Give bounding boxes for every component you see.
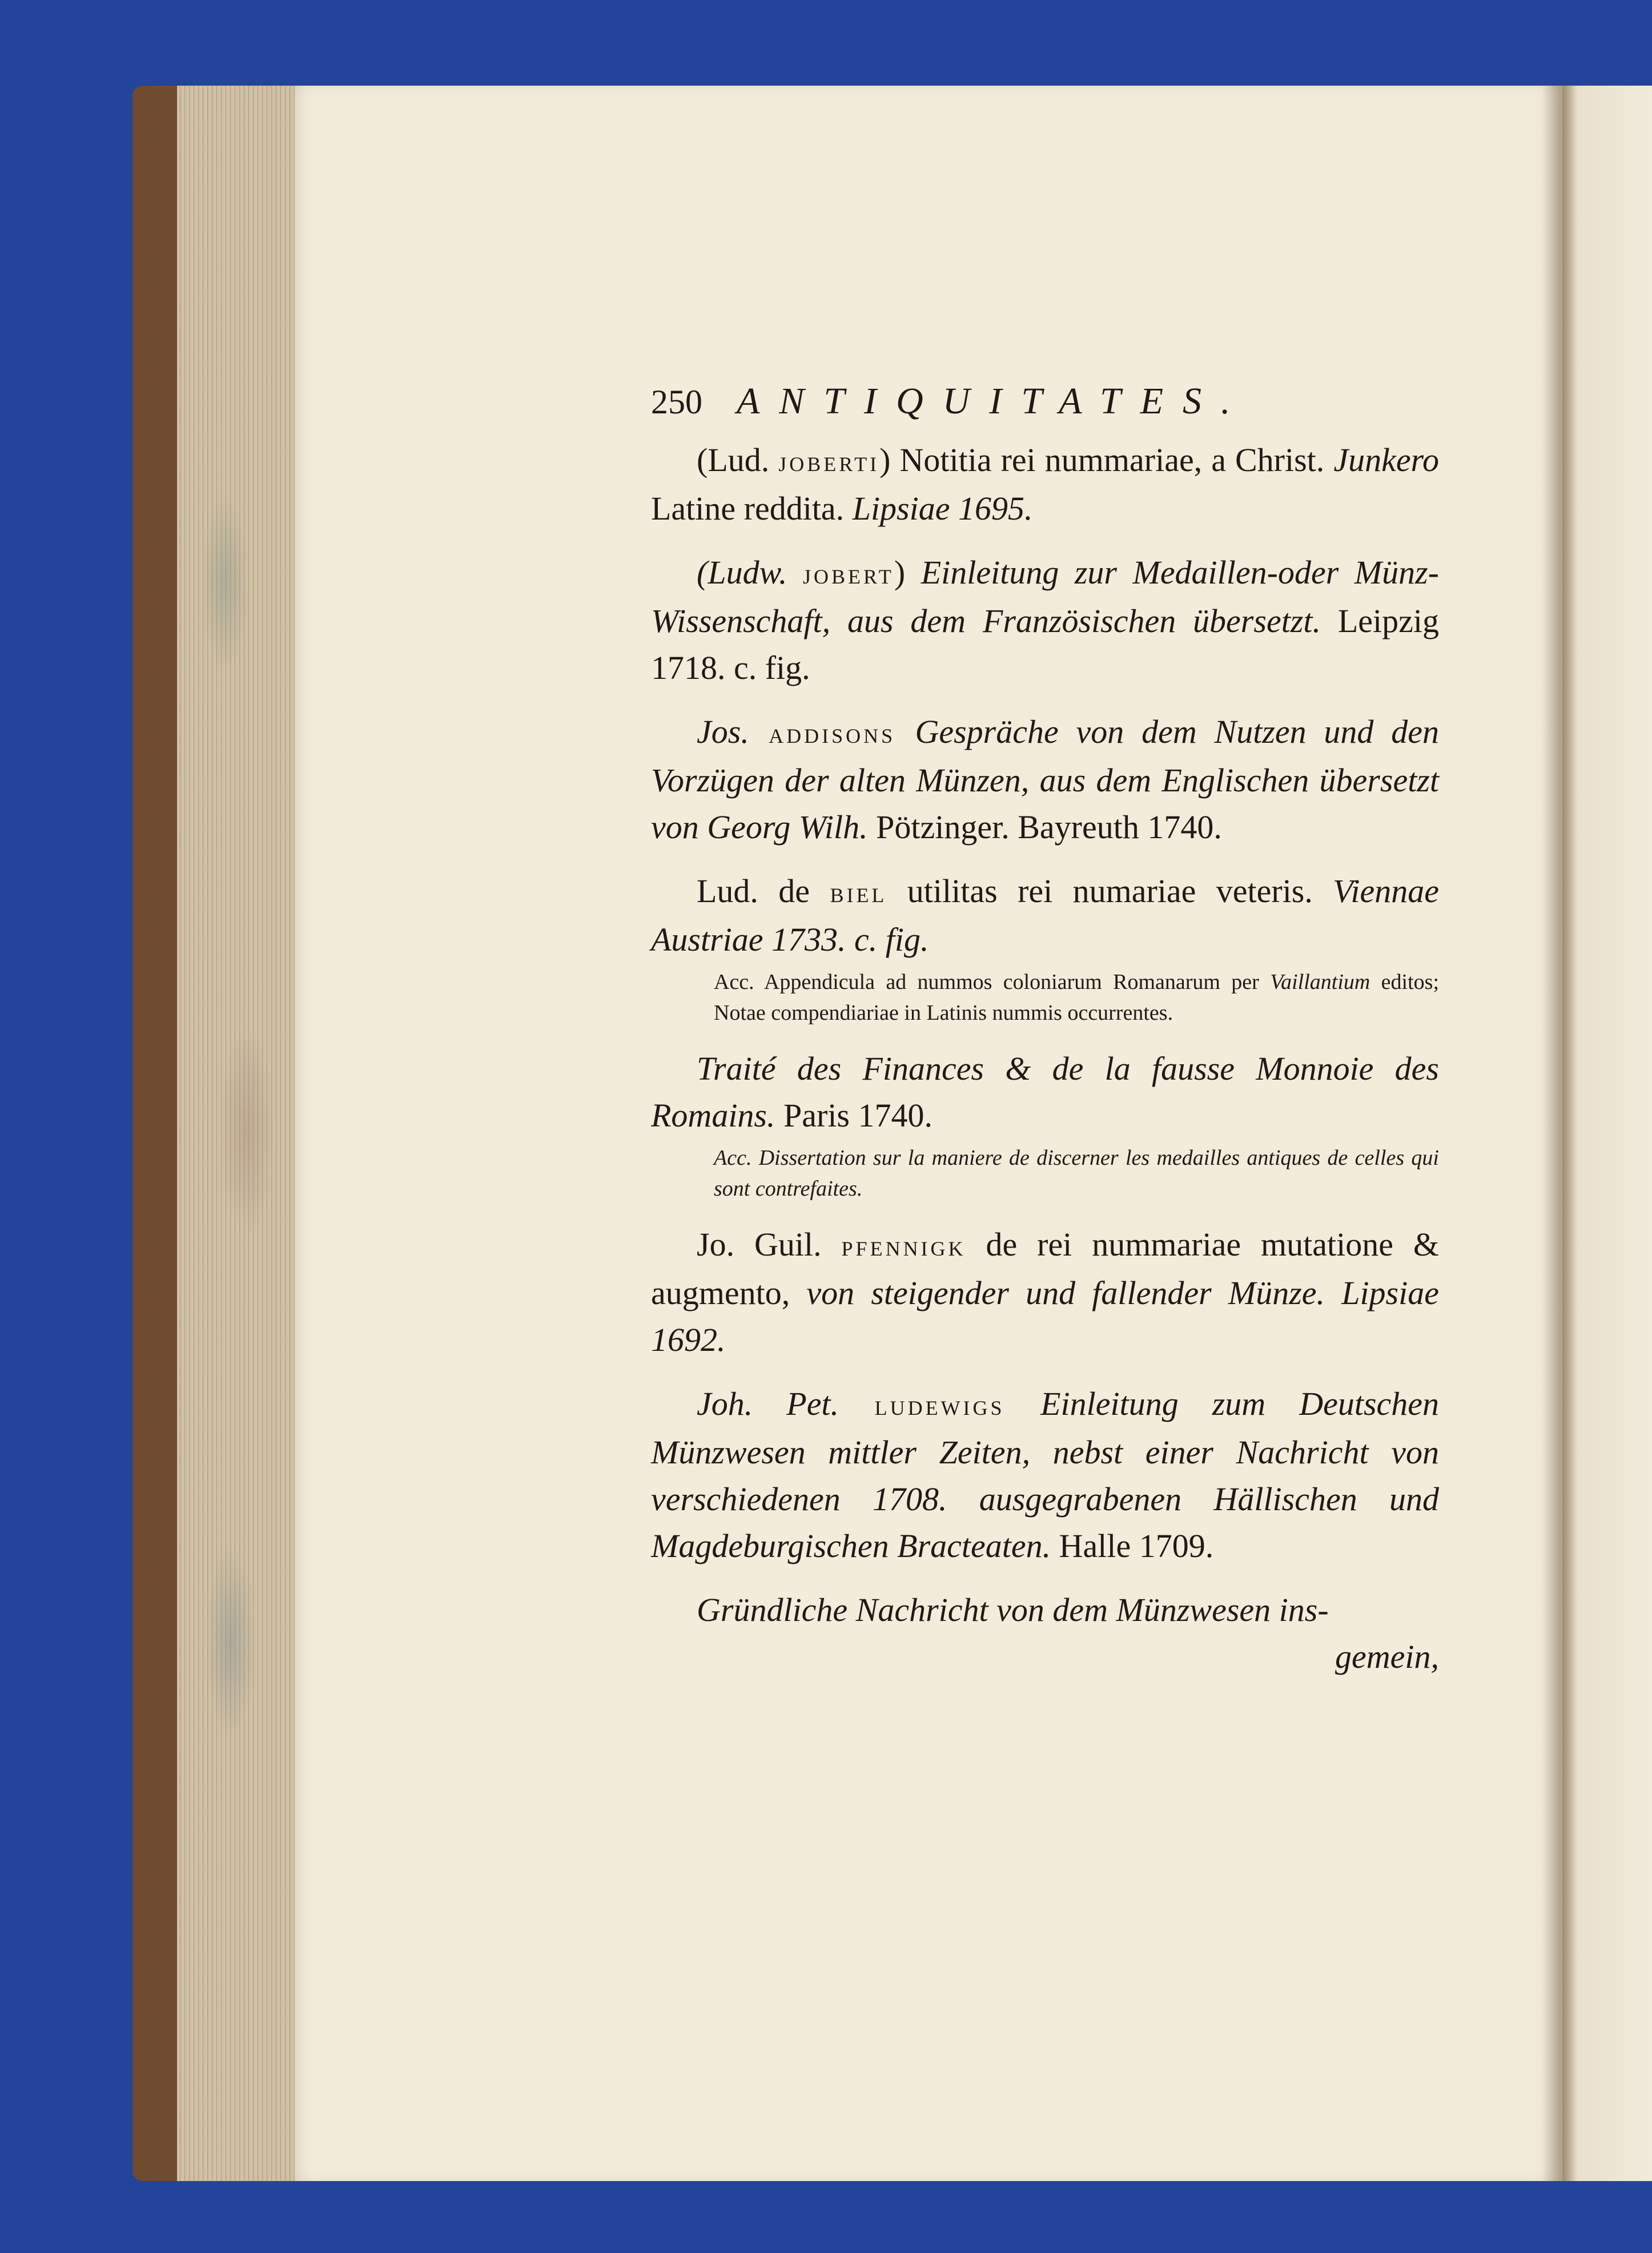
bibliography-entry: Joh. Pet. ludewigs Einleitung zum Deutschen Münzwesen mittler Zeiten, nebst einer Nachricht von verschiedenen 1708. ausgegrabenen Hällischen und Magdeburgischen Bracteaten. Halle 1709. (651, 1385, 1440, 1564)
page-gutter (1542, 86, 1576, 2181)
entry-note: Acc. Appendicula ad nummos coloniarum Romanarum per Vaillantium editos; Notae compendiariae in Latinis nummis occurrentes. (714, 970, 1439, 1025)
bibliography-entry: Lud. de biel utilitas rei numariae veteris. Viennae Austriae 1733. c. fig. (651, 872, 1439, 958)
entry-note: Acc. Dissertation sur la maniere de discerner les medailles antiques de celles qui sont contrefaites. (714, 1146, 1439, 1201)
bibliography-entry: (Lud. joberti) Notitia rei nummariae, a Christ. Junkero Latine reddita. Lipsiae 1695. (651, 441, 1439, 527)
catchword: gemein, (1335, 1638, 1439, 1675)
bibliography-entry: Jos. addisons Gespräche von dem Nutzen und den Vorzügen der alten Münzen, aus dem Englischen übersetzt von Georg Wilh. Pötzinger. Bayreuth 1740. (651, 713, 1439, 846)
marbled-edge (182, 217, 290, 2044)
bibliography-entry: Traité des Finances & de la fausse Monnoie des Romains. Paris 1740. (651, 1050, 1439, 1134)
bibliography-entry: Jo. Guil. pfennigk de rei nummariae mutatione & augmento, von steigender und fallender Münze. Lipsiae 1692. (651, 1226, 1440, 1358)
page-number: 250 (651, 383, 702, 421)
running-head: ANTIQUITATES. (737, 380, 1250, 422)
bibliography-entry: (Ludw. jobert) Einleitung zur Medaillen-oder Münz-Wissenschaft, aus dem Französischen übersetzt. Leipzig 1718. c. fig. (651, 554, 1439, 686)
text-block (651, 380, 1439, 1680)
bibliography-entry: Gründliche Nachricht von dem Münzwesen ins- (697, 1591, 1329, 1628)
page-header (651, 380, 1439, 437)
